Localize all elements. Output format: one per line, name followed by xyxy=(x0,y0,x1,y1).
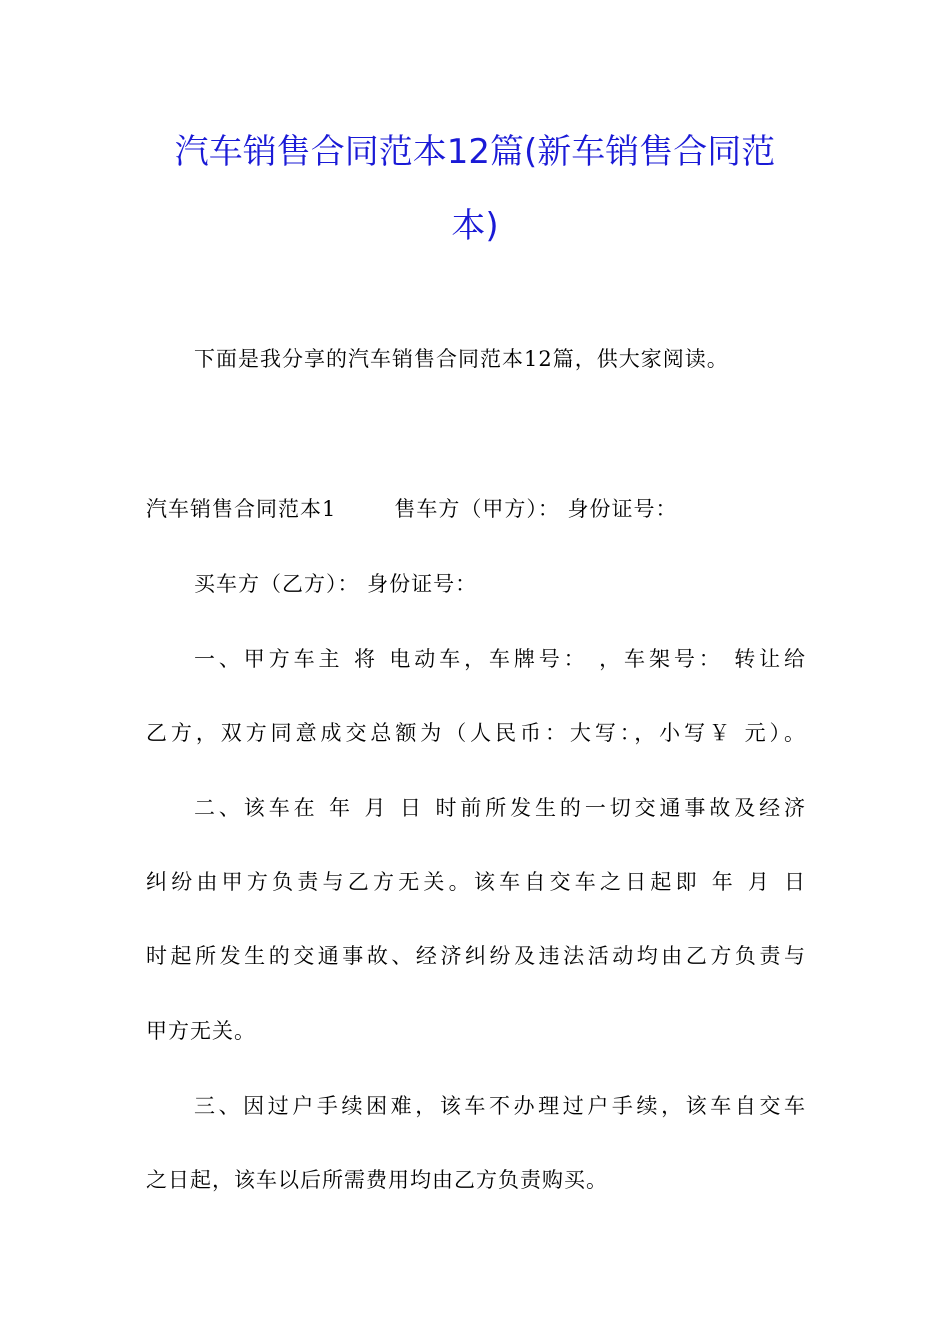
section-heading: 汽车销售合同范本1 xyxy=(146,497,337,521)
clause-2-line-1: 二、该车在 年 月 日 时前所发生的一切交通事故及经济 xyxy=(194,796,806,820)
clause-3-line-2: 之日起，该车以后所需费用均由乙方负责购买。 xyxy=(146,1168,608,1192)
intro-paragraph: 下面是我分享的汽车销售合同范本12篇，供大家阅读。 xyxy=(194,347,729,371)
contract-heading-row xyxy=(146,494,806,524)
document-title-line-2: 本) xyxy=(451,206,499,246)
clause-1-line-2: 乙方，双方同意成交总额为（人民币：大写：，小写￥ 元）。 xyxy=(146,721,806,745)
clause-1-line-1: 一、甲方车主 将 电动车，车牌号： ，车架号： 转让给 xyxy=(194,647,806,671)
clause-2-line-4: 甲方无关。 xyxy=(146,1019,256,1043)
clause-3-line-1: 三、因过户手续困难，该车不办理过户手续，该车自交车 xyxy=(194,1094,806,1118)
buyer-line: 买车方（乙方）： 身份证号： xyxy=(194,572,478,596)
clause-2-line-2: 纠纷由甲方负责与乙方无关。该车自交车之日起即 年 月 日 xyxy=(146,870,806,894)
document-title-line-1: 汽车销售合同范本12篇(新车销售合同范 xyxy=(174,132,776,172)
seller-line: 售车方（甲方）： 身份证号： xyxy=(394,497,678,521)
clause-2-line-3: 时起所发生的交通事故、经济纠纷及违法活动均由乙方负责与 xyxy=(146,944,806,968)
